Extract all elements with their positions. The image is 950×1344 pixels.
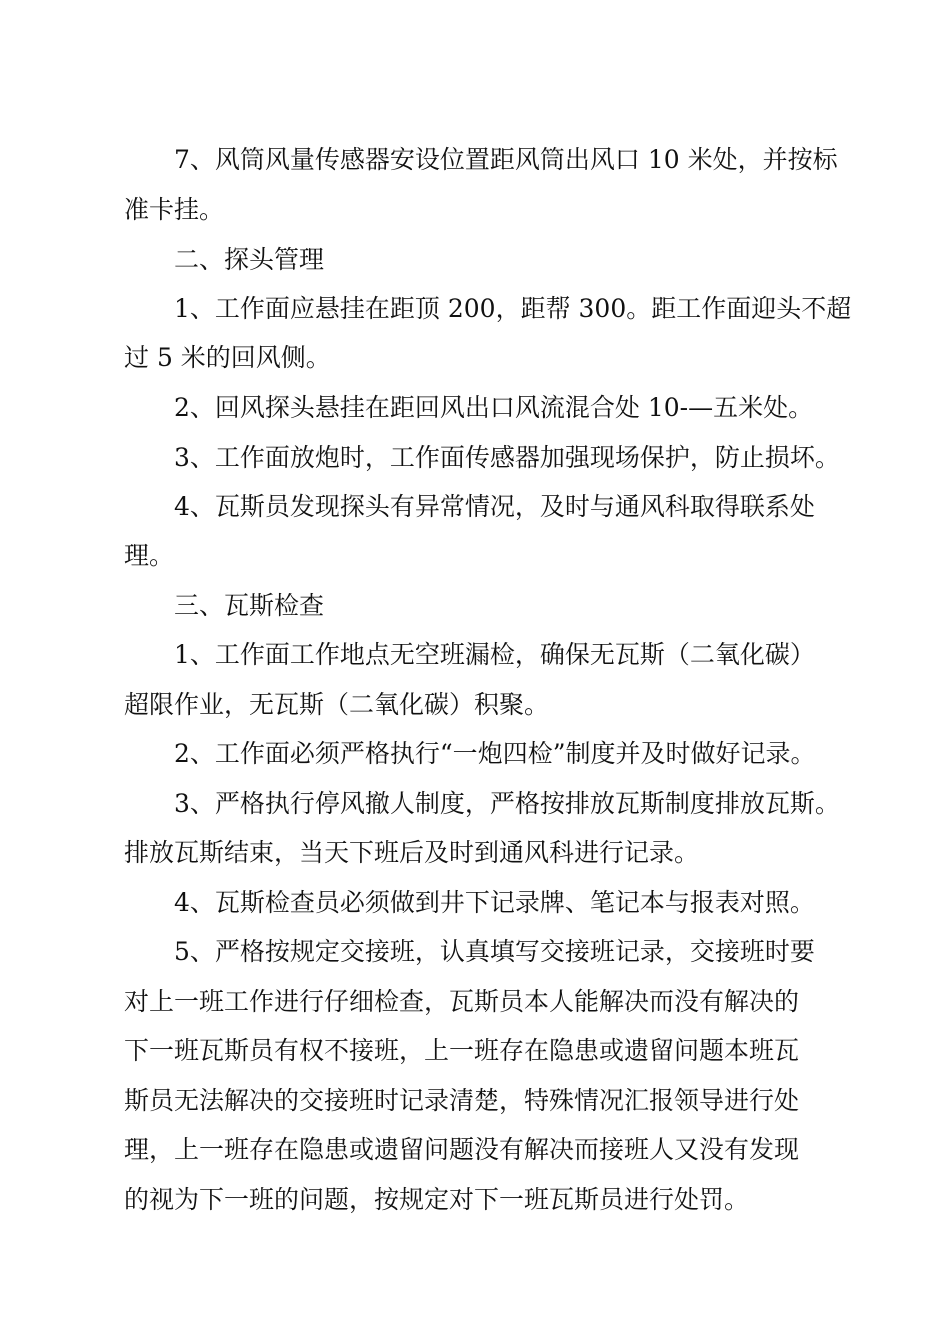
paragraph-line: 斯员无法解决的交接班时记录清楚，特殊情况汇报领导进行处 <box>124 1086 800 1115</box>
paragraph-line: 1、工作面工作地点无空班漏检，确保无瓦斯（二氧化碳） <box>174 640 815 669</box>
paragraph-line: 理，上一班存在隐患或遗留问题没有解决而接班人又没有发现 <box>124 1135 800 1164</box>
paragraph-line: 2、回风探头悬挂在距回风出口风流混合处 10-—五米处。 <box>174 393 814 422</box>
paragraph-line: 过 5 米的回风侧。 <box>124 343 331 372</box>
paragraph-line: 理。 <box>124 541 175 570</box>
paragraph-line: 准卡挂。 <box>124 195 225 224</box>
paragraph-line: 2、工作面必须严格执行“一炮四检”制度并及时做好记录。 <box>174 739 816 768</box>
paragraph-line: 3、严格执行停风撤人制度，严格按排放瓦斯制度排放瓦斯。 <box>174 789 840 818</box>
section-heading: 三、瓦斯检查 <box>174 591 325 620</box>
paragraph-line: 下一班瓦斯员有权不接班，上一班存在隐患或遗留问题本班瓦 <box>124 1036 800 1065</box>
paragraph-line: 4、瓦斯员发现探头有异常情况，及时与通风科取得联系处 <box>174 492 815 521</box>
paragraph-line: 4、瓦斯检查员必须做到井下记录牌、笔记本与报表对照。 <box>174 888 815 917</box>
section-heading: 二、探头管理 <box>174 245 325 274</box>
paragraph-line: 的视为下一班的问题，按规定对下一班瓦斯员进行处罚。 <box>124 1185 750 1214</box>
paragraph-line: 排放瓦斯结束，当天下班后及时到通风科进行记录。 <box>124 838 700 867</box>
paragraph-line: 7、风筒风量传感器安设位置距风筒出风口 10 米处，并按标 <box>174 145 838 174</box>
paragraph-line: 5、严格按规定交接班，认真填写交接班记录，交接班时要 <box>174 937 815 966</box>
paragraph-line: 1、工作面应悬挂在距顶 200，距帮 300。距工作面迎头不超 <box>174 294 852 323</box>
paragraph-line: 对上一班工作进行仔细检查，瓦斯员本人能解决而没有解决的 <box>124 987 800 1016</box>
paragraph-line: 3、工作面放炮时，工作面传感器加强现场保护，防止损坏。 <box>174 443 840 472</box>
paragraph-line: 超限作业，无瓦斯（二氧化碳）积聚。 <box>124 690 550 719</box>
